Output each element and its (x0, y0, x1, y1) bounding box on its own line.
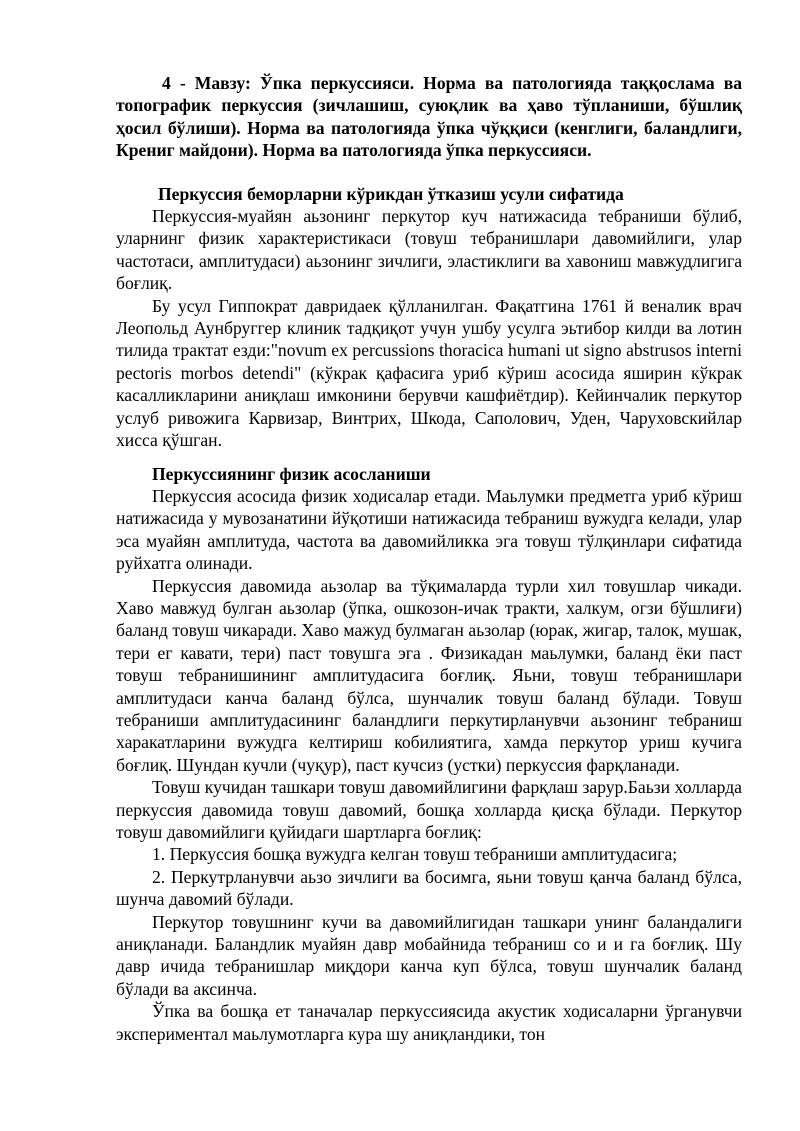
paragraph: Товуш кучидан ташкари товуш давомийлигини фарқлаш зарур.Баьзи холларда перкуссия давомида товуш давомий, бошқа холларда қисқа бўлади. Перкутор товуш давомийлиги қуйидаги шартларга боғлиқ: (116, 777, 742, 842)
section-spacer (116, 452, 742, 463)
paragraph: Перкутор товушнинг кучи ва давомийлигидан ташкари унинг баландалиги аниқланади. Баландлик муайян давр мобайнида тебраниш со и и га боғлиқ. Шу давр ичида тебранишлар миқдори канча куп бўлса, товуш шунчалик баланд бўлади ва аксинча. (116, 911, 742, 999)
section-heading-physical-basis: Перкуссиянинг физик асосланиши (152, 463, 431, 484)
paragraph: Ўпка ва бошқа ет таначалар перкуссиясида акустик ходисаларни ўрганувчи экспериментал маьлумотларга кура шу аниқландики, тон (116, 1001, 742, 1044)
document-title: 4 - Мавзу: Ўпка перкуссияси. Норма ва патологияда таққослама ва топографик перкуссия (зичлашиш, суюқлик ва ҳаво тўпланиши, бўшлиқ ҳосил бўлиши). Норма ва патологияда ўпка чўққиси (кенглиги, баландлиги, Крениг майдони). Норма ва патологияда ўпка перкуссияси. (116, 73, 742, 161)
list-item: 1. Перкуссия бошқа вужудга келган товуш тебраниши амплитудасига; (152, 844, 678, 865)
section-heading-percussion-method: Перкуссия беморларни кўрикдан ўтказиш усули сифатида (158, 183, 624, 204)
paragraph: Перкуссия асосида физик ходисалар етади. Маьлумки предметга уриб кўриш натижасида у мувозанатини йўқотиши натижасида тебраниш вужудга келади, улар эса муайян амплитуда, частота ва давомийликка эга товуш тўлқинлари сифатида руйхатга олинади. (116, 485, 742, 574)
paragraph: Перкуссия-муайян аьзонинг перкутор куч натижасида тебраниши бўлиб, уларнинг физик характеристикаси (товуш тебранишлари давомийлиги, улар частотаси, амплитудаси) аьзонинг зичлиги, эластиклиги ва хавониш мавжудлигига боғлиқ. (116, 206, 742, 294)
paragraph: Бу усул Гиппократ давридаек қўлланилган. Фақатгина 1761 й веналик врач Леопольд Аунбруггер клиник тадқиқот учун ушбу усулга эьтибор килди ва лотин тилида трактат езди:"novum ex percussions thoracica humani ut signo abstrusos interni pectoris morbos detendi" (кўкрак қафасига уриб кўриш асосида яширин кўкрак касалликларини аниқлаш имконини берувчи кашфиётдир). Кейинчалик перкутор услуб ривожига Карвизар, Винтрих, Шкода, Саполович, Уден, Чаруховскийлар хисса қўшган. (116, 295, 742, 451)
document-page (116, 72, 742, 1045)
paragraph: Перкуссия давомида аьзолар ва тўқималарда турли хил товушлар чикади. Хаво мавжуд булган аьзолар (ўпка, ошкозон-ичак тракти, халкум, огзи бўшлиғи) баланд товуш чикаради. Хаво мажуд булмаган аьзолар (юрак, жигар, талок, мушак, тери ег кавати, тери) паст товушга эга . Физикадан маьлумки, баланд ёки паст товуш тебранишининг амплитудасига боғлиқ. Яьни, товуш тебранишлари амплитудаси канча баланд бўлса, шунчалик товуш баланд бўлади. Товуш тебраниши амплитудасининг баландлиги перкутирланувчи аьзонинг тебраниш харакатларини вужудга келтириш кобилиятига, хамда перкутор уриш кучига боғлиқ. Шундан кучли (чуқур), паст кучсиз (устки) перкуссия фарқланади. (116, 575, 742, 775)
list-item: 2. Перкутрланувчи аьзо зичлиги ва босимга, яьни товуш қанча баланд бўлса, шунча давомий бўлади. (116, 866, 742, 910)
